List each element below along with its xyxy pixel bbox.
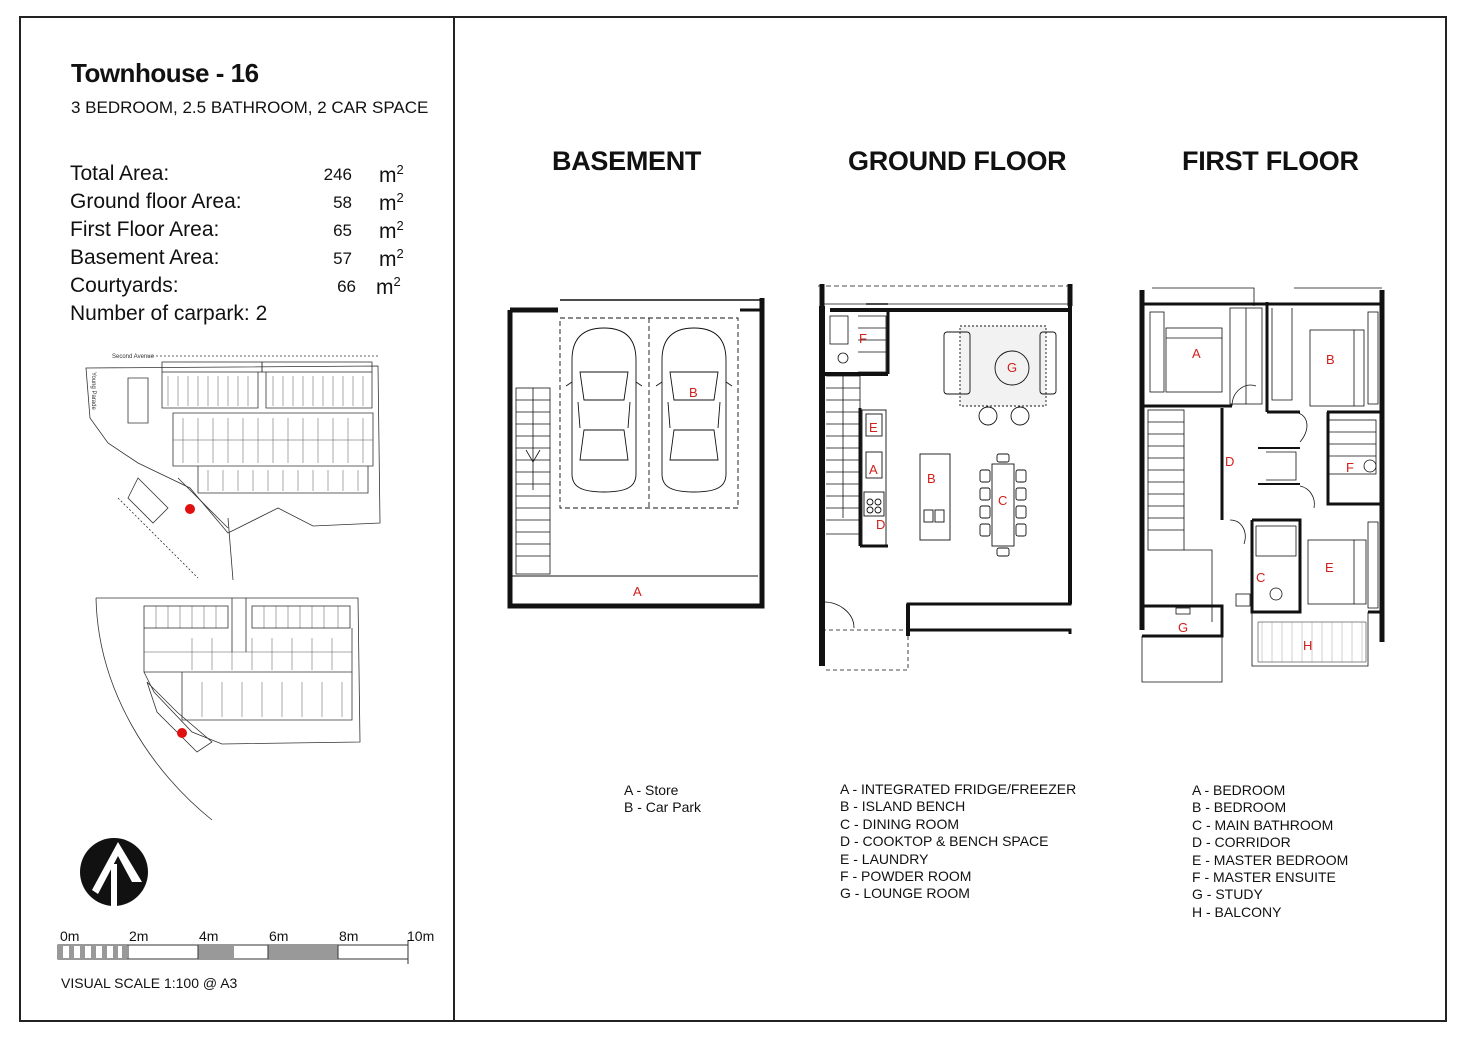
legend-item: G - LOUNGE ROOM xyxy=(840,885,970,902)
basement-title: BASEMENT xyxy=(552,146,702,176)
legend-item: F - MASTER ENSUITE xyxy=(1192,869,1336,886)
area-value: 58 xyxy=(333,193,352,212)
ground-floor-title: GROUND FLOOR xyxy=(848,146,1067,176)
first-floor-legend xyxy=(1192,782,1348,921)
bed-b xyxy=(1310,312,1378,406)
stair-first xyxy=(1148,410,1212,622)
lounge xyxy=(944,326,1056,425)
room-label: A xyxy=(869,462,878,477)
area-label: Basement Area: xyxy=(70,246,220,269)
room-label: H xyxy=(1303,638,1313,653)
area-unit: $m^2$ xyxy=(379,218,404,243)
legend-item: A - BEDROOM xyxy=(1192,782,1286,798)
room-label: B xyxy=(927,471,936,486)
area-unit: $m^2$ xyxy=(376,274,401,299)
room-label: G xyxy=(1178,620,1189,635)
legend-item: H - BALCONY xyxy=(1192,903,1282,920)
room-label: C xyxy=(998,493,1008,508)
area-row-total xyxy=(70,162,410,188)
first-floor-plan xyxy=(1132,282,1394,684)
room-label: D xyxy=(876,517,886,532)
area-row-courtyards xyxy=(70,274,410,300)
area-value: 66 xyxy=(337,277,356,296)
wardrobes xyxy=(1230,308,1296,480)
scale-tick-2: 2m xyxy=(129,928,149,944)
area-row-ground xyxy=(70,190,410,216)
legend-item: F - POWDER ROOM xyxy=(840,868,972,885)
area-label: First Floor Area: xyxy=(70,218,220,241)
scale-note: VISUAL SCALE 1:100 @ A3 xyxy=(61,975,238,991)
ground-floor-plan xyxy=(808,278,1082,672)
legend-item: C - MAIN BATHROOM xyxy=(1192,816,1334,833)
scale-tick-6: 6m xyxy=(269,928,289,944)
page-subtitle: 3 BEDROOM, 2.5 BATHROOM, 2 CAR SPACE xyxy=(71,98,429,117)
street-label-side: Young Parade xyxy=(90,372,96,410)
island-bench xyxy=(920,454,950,540)
room-label: A xyxy=(633,584,642,599)
legend-item: A - INTEGRATED FRIDGE/FREEZER xyxy=(840,781,1077,797)
legend-item: B - BEDROOM xyxy=(1192,799,1287,816)
area-label: Ground floor Area: xyxy=(70,190,242,213)
north-arrow-icon xyxy=(78,836,150,908)
legend-item: C - DINING ROOM xyxy=(840,815,959,832)
room-label: E xyxy=(1325,560,1334,575)
area-row-basement xyxy=(70,246,410,272)
area-unit: $m^2$ xyxy=(379,190,404,215)
legend-item: B - Car Park xyxy=(624,799,702,816)
scale-tick-8: 8m xyxy=(339,928,359,944)
scale-tick-4: 4m xyxy=(199,928,219,944)
area-value: 65 xyxy=(333,221,352,240)
legend-item: B - ISLAND BENCH xyxy=(840,798,966,815)
area-label: Courtyards: xyxy=(70,274,179,297)
bed-e xyxy=(1308,522,1378,608)
area-value: 246 xyxy=(323,165,352,184)
carpark-count: Number of carpark: 2 xyxy=(70,302,268,325)
unit-location-marker xyxy=(185,504,195,514)
stair-ground xyxy=(826,376,860,534)
area-value: 57 xyxy=(333,249,352,268)
room-label: B xyxy=(689,385,698,400)
room-label: B xyxy=(1326,352,1335,367)
first-floor-title: FIRST FLOOR xyxy=(1182,146,1359,176)
room-label: C xyxy=(1256,570,1266,585)
legend-item: E - LAUNDRY xyxy=(840,850,929,867)
room-label: F xyxy=(859,331,867,346)
room-label: E xyxy=(869,420,878,435)
area-unit: $m^2$ xyxy=(379,246,404,271)
page-title: Townhouse - 16 xyxy=(71,58,259,88)
scale-tick-0: 0m xyxy=(60,928,80,944)
scale-tick-10: 10m xyxy=(407,928,435,944)
room-label: D xyxy=(1225,454,1235,469)
street-label: Second Avenue xyxy=(112,354,154,360)
legend-item: A - Store xyxy=(624,782,679,798)
site-plan-upper xyxy=(78,348,390,580)
legend-item: D - COOKTOP & BENCH SPACE xyxy=(840,833,1049,850)
legend-item: G - STUDY xyxy=(1192,886,1263,903)
car-icon-b xyxy=(656,328,732,492)
legend-item: D - CORRIDOR xyxy=(1192,834,1291,851)
bed-a xyxy=(1150,312,1222,392)
basement-legend xyxy=(624,782,701,817)
room-label: A xyxy=(1192,346,1201,361)
area-label: Total Area: xyxy=(70,162,170,185)
unit-location-marker-lower xyxy=(177,728,187,738)
sheet-divider xyxy=(453,16,455,1022)
area-row-first xyxy=(70,218,410,244)
basement-plan xyxy=(500,290,772,612)
room-label: G xyxy=(1007,360,1018,375)
car-icon-a xyxy=(566,328,642,492)
ground-floor-legend xyxy=(840,781,1076,903)
area-unit: $m^2$ xyxy=(379,162,404,187)
scale-bar xyxy=(56,940,416,966)
site-plan-lower xyxy=(92,592,368,824)
legend-item: E - MASTER BEDROOM xyxy=(1192,851,1349,868)
room-label: F xyxy=(1346,460,1354,475)
